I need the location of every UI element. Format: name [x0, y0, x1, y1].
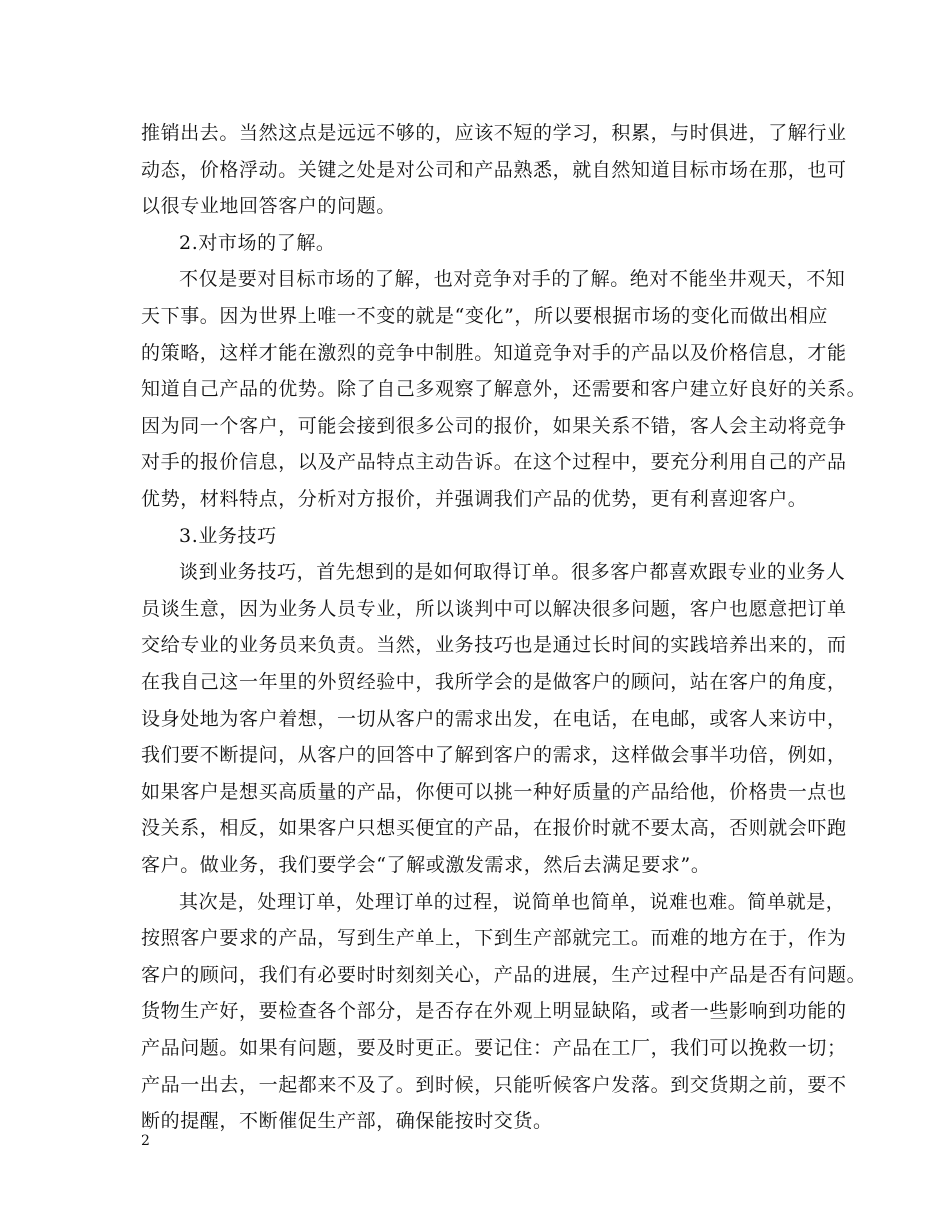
text-line: 如果客户是想买高质量的产品，你便可以挑一种好质量的产品给他，价格贵一点也: [141, 780, 847, 803]
text-line: 没关系，相反，如果客户只想买便宜的产品，在报价时就不要太高，否则就会吓跑: [141, 817, 847, 840]
text-line: 我们要不断提问，从客户的回答中了解到客户的需求，这样做会事半功倍，例如，: [141, 744, 847, 767]
text-line: 在我自己这一年里的外贸经验中，我所学会的是做客户的顾问，站在客户的角度，: [141, 671, 847, 693]
text-line: 设身处地为客户着想，一切从客户的需求出发，在电话，在电邮，或客人来访中，: [141, 707, 847, 730]
text-line: 因为同一个客户，可能会接到很多公司的报价，如果关系不错，客人会主动将竞争: [141, 414, 847, 437]
text-line: 谈到业务技巧，首先想到的是如何取得订单。很多客户都喜欢跟专业的业务人: [179, 561, 846, 584]
text-line: 天下事。因为世界上唯一不变的就是“变化”，所以要根据市场的变化而做出相应: [141, 305, 829, 327]
text-line: 产品一出去，一起都来不及了。到时候，只能听候客户发落。到交货期之前，要不: [141, 1073, 847, 1096]
text-line: 断的提醒，不断催促生产部，确保能按时交货。: [141, 1110, 553, 1133]
text-line: 以很专业地回答客户的问题。: [141, 195, 396, 218]
text-line: 知道自己产品的优势。除了自己多观察了解意外，还需要和客户建立好良好的关系。: [141, 378, 867, 401]
text-line: 货物生产好，要检查各个部分，是否存在外观上明显缺陷，或者一些影响到功能的: [141, 1000, 847, 1023]
text-line: 员谈生意，因为业务人员专业，所以谈判中可以解决很多问题，客户也愿意把订单: [141, 597, 847, 620]
text-line: 的策略，这样才能在激烈的竞争中制胜。知道竞争对手的产品以及价格信息，才能: [141, 341, 847, 364]
text-line: 不仅是要对目标市场的了解，也对竞争对手的了解。绝对不能坐井观天，不知: [179, 268, 846, 291]
text-line: 其次是，处理订单，处理订单的过程，说简单也简单，说难也难。简单就是，: [179, 890, 846, 913]
text-line: 对手的报价信息，以及产品特点主动告诉。在这个过程中，要充分利用自己的产品: [141, 451, 847, 474]
text-line: 客户的顾问，我们有必要时时刻刻关心，产品的进展，生产过程中产品是否有问题。: [141, 963, 867, 986]
page-number: 2: [141, 1133, 150, 1149]
text-line: 按照客户要求的产品，写到生产单上，下到生产部就完工。而难的地方在于，作为: [141, 927, 847, 950]
text-line: 动态，价格浮动。关键之处是对公司和产品熟悉，就自然知道目标市场在那，也可: [141, 158, 847, 181]
text-line: 推销出去。当然这点是远远不够的，应该不短的学习，积累，与时俱进，了解行业: [141, 122, 847, 144]
text-line: 交给专业的业务员来负责。当然，业务技巧也是通过长时间的实践培养出来的，而: [141, 634, 847, 657]
text-line: 客户。做业务，我们要学会“了解或激发需求，然后去满足要求”。: [141, 854, 711, 876]
text-line: 优势，材料特点，分析对方报价，并强调我们产品的优势，更有利喜迎客户。: [141, 488, 808, 510]
text-line: 2.对市场的了解。: [179, 231, 336, 254]
text-line: 3.业务技巧: [179, 524, 277, 547]
text-line: 产品问题。如果有问题，要及时更正。要记住：产品在工厂，我们可以挽救一切；: [141, 1037, 847, 1059]
